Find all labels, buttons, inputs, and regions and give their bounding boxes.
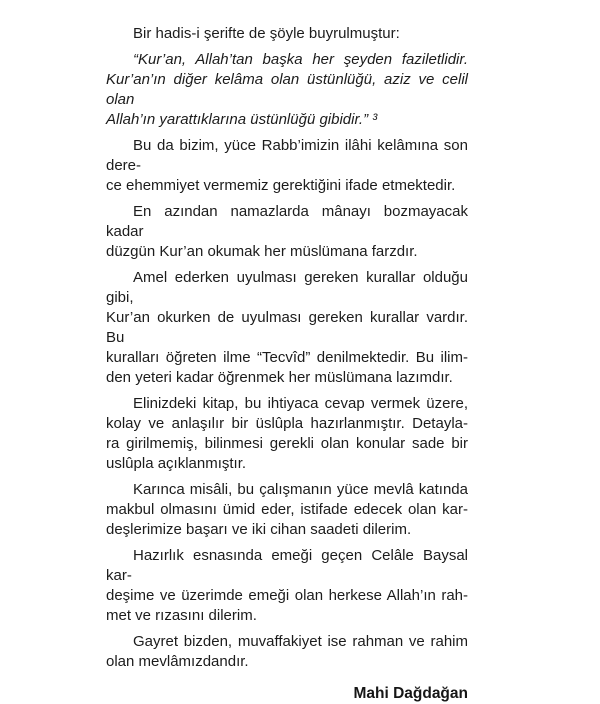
author-signature: Mahi Dağdağan: [353, 685, 468, 702]
text-line: Gayret bizden, muvaffakiyet ise rahman ve rahim: [133, 633, 468, 650]
paragraph: [106, 632, 468, 672]
text-line: deşime ve üzerimde emeği olan herkese Allah’ın rah-: [106, 587, 468, 604]
text-line: Kur’an’ın diğer kelâma olan üstünlüğü, aziz ve celil olan: [106, 71, 468, 108]
paragraph-list: [106, 24, 468, 672]
text-line: makbul olmasını ümid eder, istifade edecek olan kar-: [106, 501, 468, 518]
text-line: ce ehemmiyet vermemiz gerektiğini ifade etmektedir.: [106, 177, 456, 194]
text-line: kuralları öğreten ilme “Tecvîd” denilmektedir. Bu ilim-: [106, 349, 468, 366]
text-line: met ve rızasını dilerim.: [106, 607, 257, 624]
paragraph: [106, 546, 468, 626]
text-line: Hazırlık esnasında emeği geçen Celâle Baysal kar-: [106, 547, 468, 584]
text-line: En azından namazlarda mânayı bozmayacak kadar: [106, 203, 468, 240]
text-line: Kur’an okurken de uyulması gereken kurallar vardır. Bu: [106, 309, 468, 346]
text-line: den yeteri kadar öğrenmek her müslümana lazımdır.: [106, 369, 453, 386]
paragraph: [106, 136, 468, 196]
paragraph: [106, 480, 468, 540]
text-line: Allah’ın yarattıklarına üstünlüğü gibidir.” ³: [106, 111, 378, 128]
text-line: Karınca misâli, bu çalışmanın yüce mevlâ katında: [133, 481, 468, 498]
paragraph: [106, 268, 468, 388]
text-line: deşlerimize başarı ve iki cihan saadeti dilerim.: [106, 521, 412, 538]
preface-text-block: [106, 24, 468, 704]
text-line: ra girilmemiş, bilinmesi gerekli olan konular sade bir: [106, 435, 468, 452]
text-line: düzgün Kur’an okumak her müslümana farzdır.: [106, 243, 418, 260]
text-line: Bu da bizim, yüce Rabb’imizin ilâhi kelâmına son dere-: [106, 137, 468, 174]
paragraph: [106, 24, 468, 44]
text-line: Amel ederken uyulması gereken kurallar olduğu gibi,: [106, 269, 468, 306]
text-line: kolay ve anlaşılır bir üslûpla hazırlanmıştır. Detayla-: [106, 415, 468, 432]
text-line: olan mevlâmızdandır.: [106, 653, 249, 670]
hadith-quote-paragraph: [106, 50, 468, 130]
text-line: Bir hadis-i şerifte de şöyle buyrulmuştur:: [133, 25, 400, 42]
text-line: Elinizdeki kitap, bu ihtiyaca cevap vermek üzere,: [133, 395, 468, 412]
text-line: uslûpla açıklanmıştır.: [106, 455, 247, 472]
paragraph: [106, 202, 468, 262]
text-line: “Kur’an, Allah’tan başka her şeyden faziletlidir.: [133, 51, 468, 68]
paragraph: [106, 394, 468, 474]
